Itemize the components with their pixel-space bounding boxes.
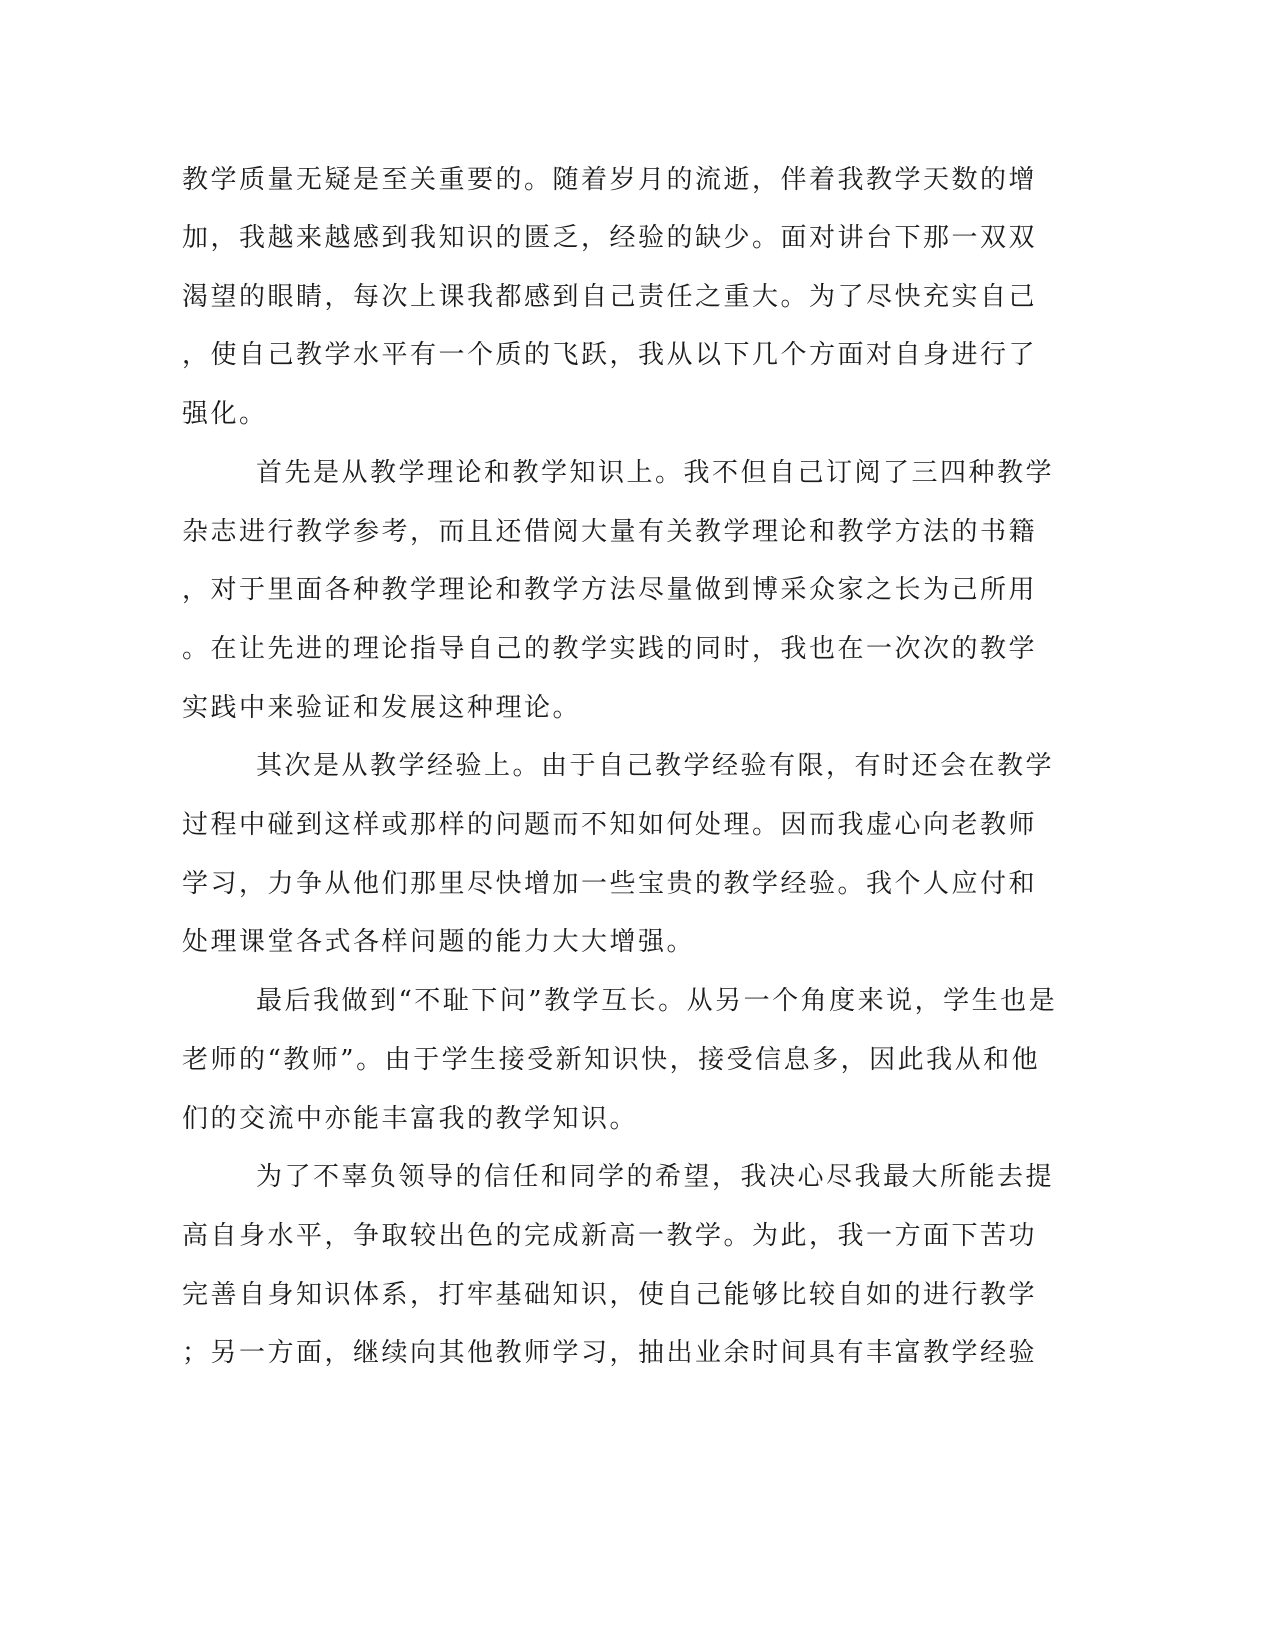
text-line: 完善自身知识体系，打牢基础知识，使自己能够比较自如的进行教学 (182, 1280, 1038, 1310)
text-line: 渴望的眼睛，每次上课我都感到自己责任之重大。为了尽快充实自己 (182, 282, 1038, 312)
text-line: 强化。 (182, 399, 268, 429)
paragraph-first-line: 为了不辜负领导的信任和同学的希望，我决心尽我最大所能去提 (256, 1162, 1055, 1192)
text-line: 实践中来验证和发展这种理论。 (182, 693, 582, 723)
text-line: 杂志进行教学参考，而且还借阅大量有关教学理论和教学方法的书籍 (182, 517, 1038, 547)
text-line: ；另一方面，继续向其他教师学习，抽出业余时间具有丰富教学经验 (182, 1338, 1038, 1368)
text-line: 们的交流中亦能丰富我的教学知识。 (182, 1104, 639, 1134)
text-line: 高自身水平，争取较出色的完成新高一教学。为此，我一方面下苦功 (182, 1221, 1038, 1251)
text-line: 过程中碰到这样或那样的问题而不知如何处理。因而我虚心向老教师 (182, 810, 1038, 840)
text-line: 教学质量无疑是至关重要的。随着岁月的流逝，伴着我教学天数的增 (182, 165, 1038, 195)
text-line: 老师的“教师”。由于学生接受新知识快，接受信息多，因此我从和他 (182, 1045, 1041, 1075)
text-line: 加，我越来越感到我知识的匮乏，经验的缺少。面对讲台下那一双双 (182, 223, 1038, 253)
text-line: 。在让先进的理论指导自己的教学实践的同时，我也在一次次的教学 (182, 634, 1038, 664)
text-line: ，对于里面各种教学理论和教学方法尽量做到博采众家之长为己所用 (182, 575, 1038, 605)
paragraph-first-line: 最后我做到“不耻下问”教学互长。从另一个角度来说，学生也是 (256, 986, 1058, 1016)
text-line: 处理课堂各式各样问题的能力大大增强。 (182, 927, 696, 957)
text-line: ，使自己教学水平有一个质的飞跃，我从以下几个方面对自身进行了 (182, 340, 1038, 370)
paragraph-first-line: 其次是从教学经验上。由于自己教学经验有限，有时还会在教学 (256, 751, 1055, 781)
paragraph-first-line: 首先是从教学理论和教学知识上。我不但自己订阅了三四种教学 (256, 458, 1055, 488)
text-line: 学习，力争从他们那里尽快增加一些宝贵的教学经验。我个人应付和 (182, 869, 1038, 899)
